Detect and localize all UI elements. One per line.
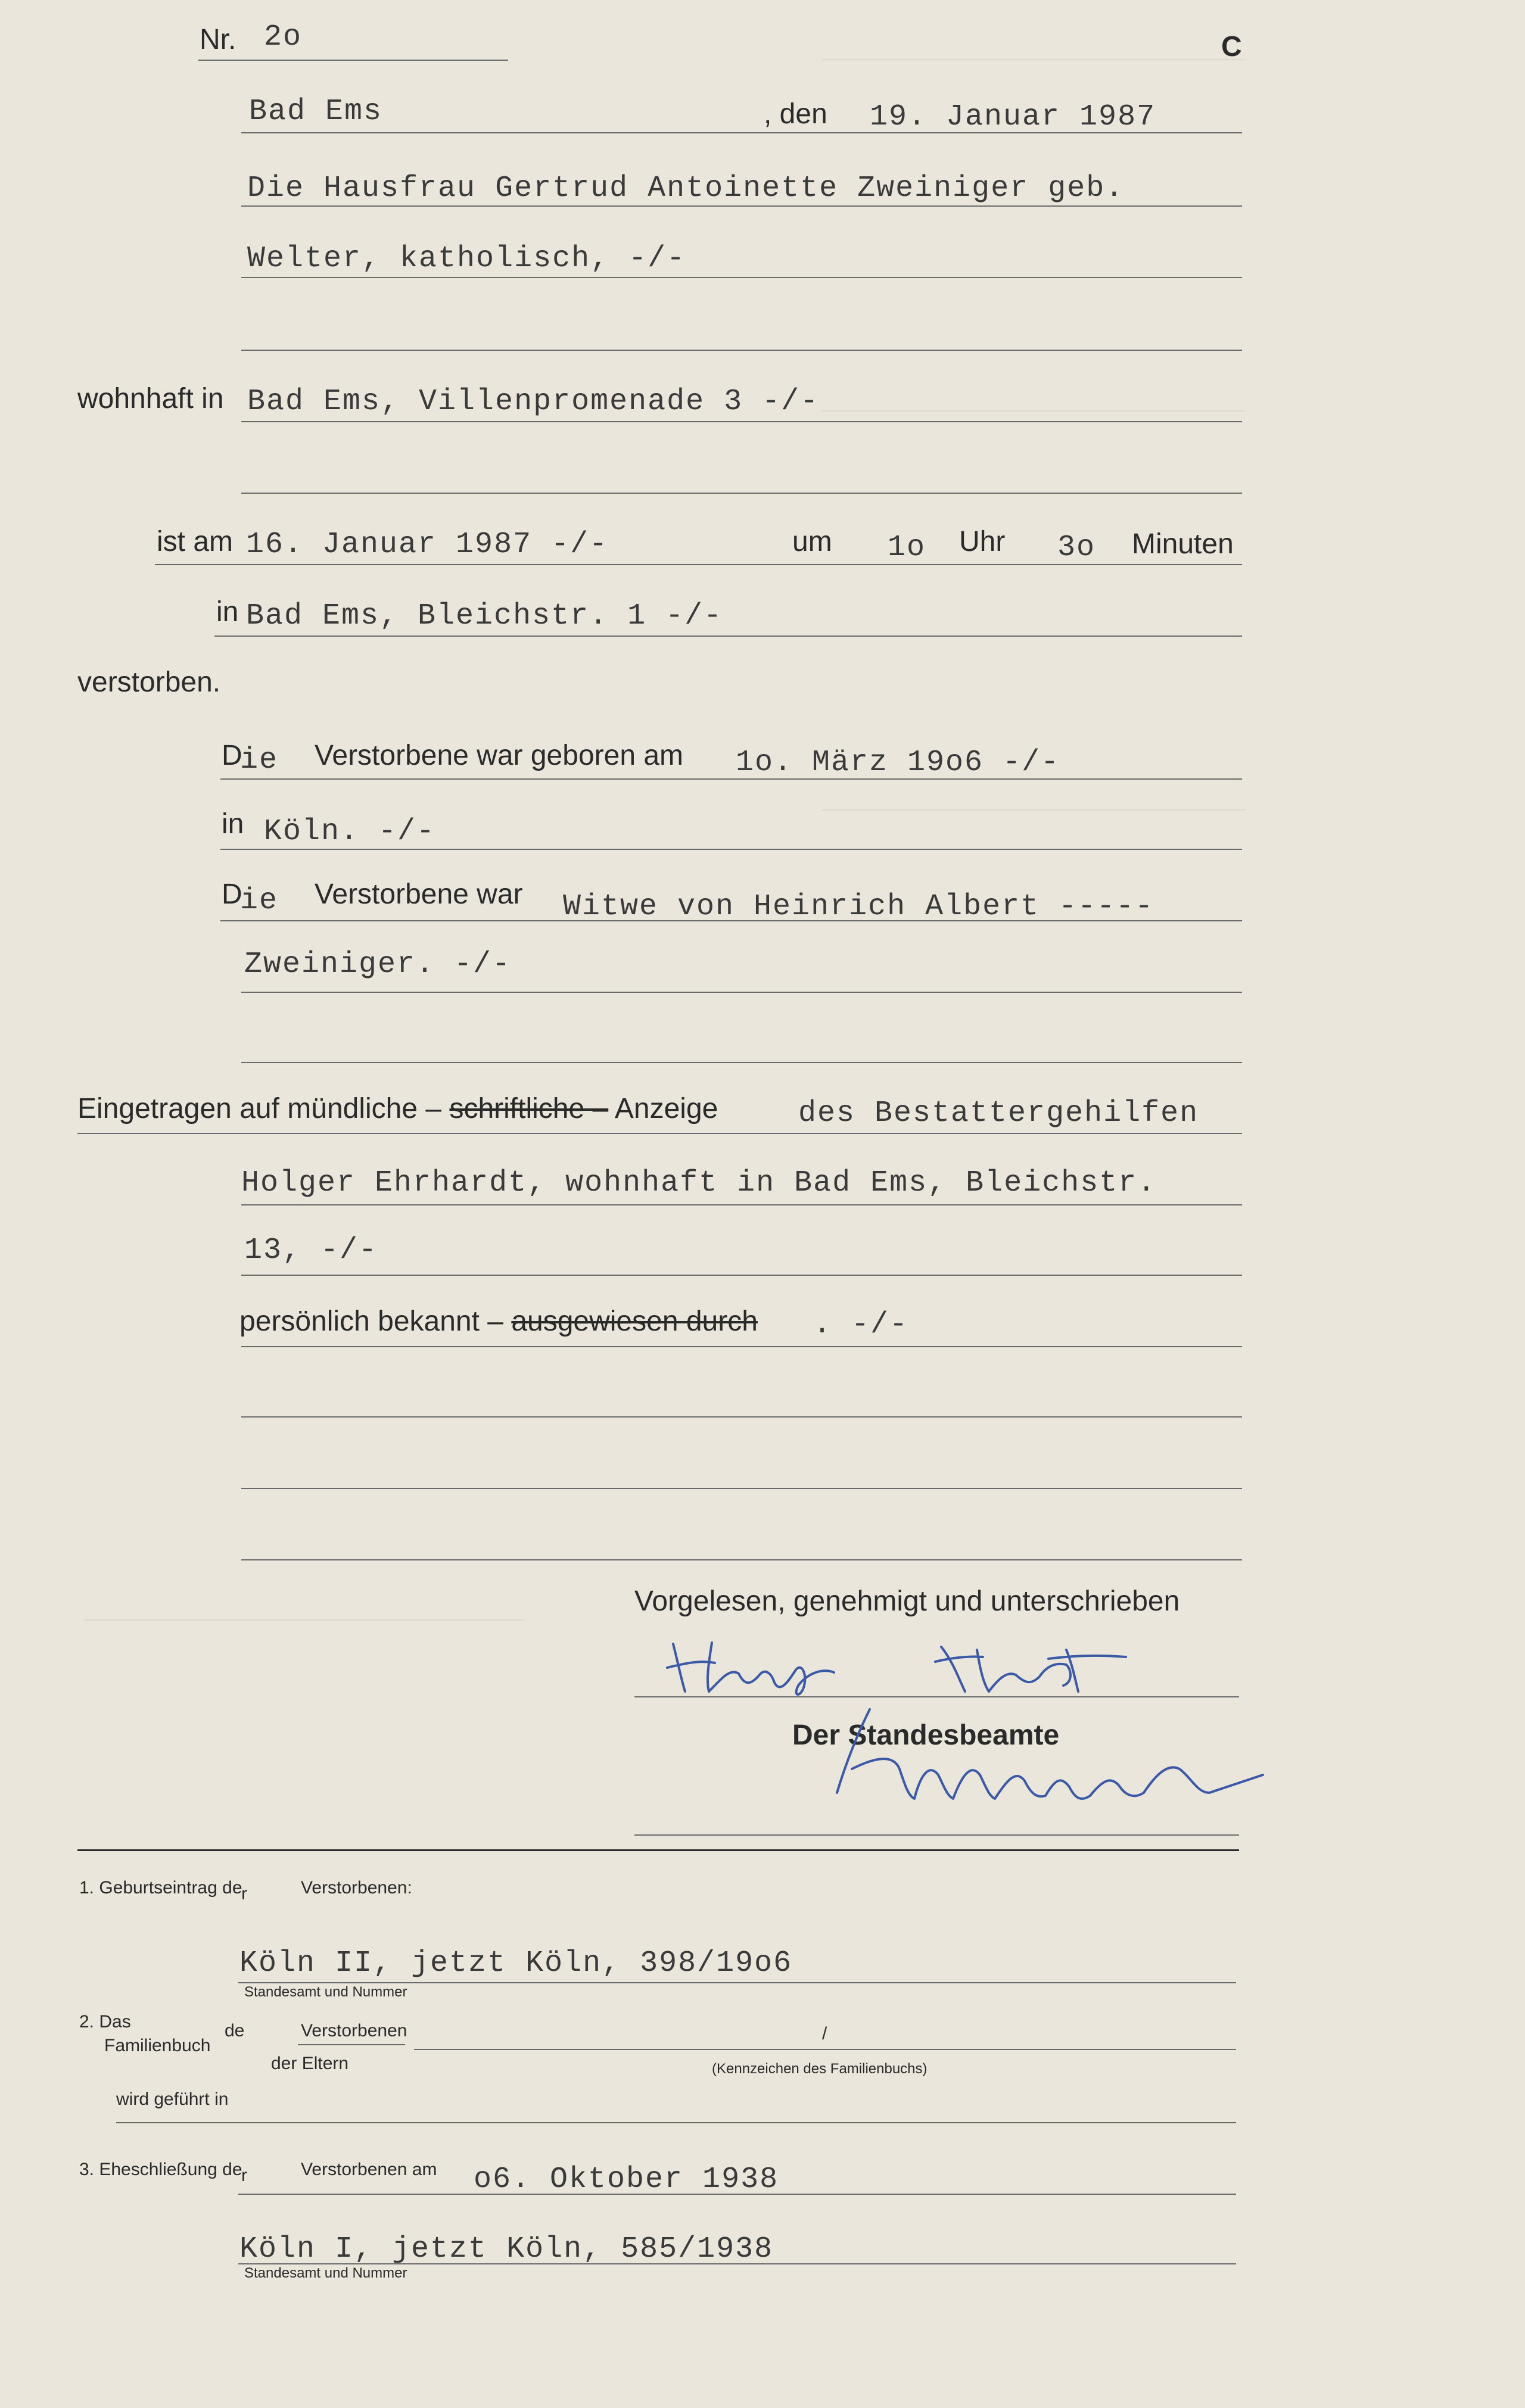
f1-rule — [238, 1982, 1236, 1983]
registration-typed-line3: 13, -/- — [244, 1233, 378, 1267]
place-line — [241, 132, 1242, 133]
f3-date-rule — [238, 2194, 1236, 2195]
registration-rule-3 — [241, 1275, 1242, 1276]
f3-value: Köln I, jetzt Köln, 585/1938 — [239, 2232, 774, 2266]
f2-verst-rule — [298, 2044, 405, 2045]
blank-rule-4 — [241, 1416, 1242, 1418]
uhr-label: Uhr — [959, 526, 1006, 557]
f2-gefuehrt-rule — [116, 2122, 1236, 2123]
f1-label2: Verstorbenen: — [301, 1878, 412, 1898]
f3-rule — [238, 2263, 1236, 2264]
known-label: persönlich bekannt – ausgewiesen durch — [239, 1306, 758, 1337]
status-label: Verstorbene war — [315, 879, 523, 910]
f2-label: Familienbuch — [104, 2036, 211, 2055]
status-line2-rule — [241, 992, 1242, 993]
death-date: 16. Januar 1987 -/- — [246, 528, 609, 562]
date-value: 19. Januar 1987 — [870, 100, 1156, 134]
f3-suffix: r — [241, 2166, 247, 2185]
death-hour: 1o — [888, 531, 926, 565]
verstorben-label: verstorben. — [77, 666, 221, 698]
birth-date: 1o. März 19o6 -/- — [736, 746, 1060, 780]
deceased-line1-rule — [241, 205, 1242, 207]
um-label: um — [792, 526, 832, 557]
death-date-label: ist am — [157, 526, 234, 557]
section-separator — [77, 1849, 1239, 1851]
blank-rule-2 — [241, 493, 1242, 494]
den-label: , den — [764, 98, 827, 130]
nr-value: 2o — [264, 20, 303, 54]
f1-suffix: r — [241, 1884, 247, 1904]
informant-signature — [655, 1626, 1162, 1703]
death-place: Bad Ems, Bleichstr. 1 -/- — [246, 599, 723, 633]
deceased-line2-rule — [241, 277, 1242, 278]
registration-typed-line1: des Bestattergehilfen — [798, 1096, 1199, 1130]
blank-rule-5 — [241, 1488, 1242, 1489]
deceased-line2: Welter, katholisch, -/- — [247, 242, 686, 276]
nr-label: Nr. — [200, 24, 236, 55]
known-rule — [241, 1346, 1242, 1347]
official-signature-rule — [634, 1834, 1239, 1836]
f2-verst: Verstorbenen — [301, 2021, 407, 2041]
registration-typed-line2: Holger Ehrhardt, wohnhaft in Bad Ems, Bleichstr. — [241, 1166, 1157, 1200]
f2-eltern: der Eltern — [271, 2054, 349, 2073]
birth-die-suffix: ie — [240, 743, 279, 777]
f2-caption: (Kennzeichen des Familienbuchs) — [712, 2061, 928, 2077]
residence-label: wohnhaft in — [77, 383, 224, 415]
nr-line — [198, 60, 508, 61]
death-in-label: in — [216, 596, 239, 628]
blank-rule-3 — [241, 1062, 1242, 1063]
status-line2: Zweiniger. -/- — [244, 948, 512, 982]
birth-in-label: in — [222, 808, 244, 840]
deceased-line1: Die Hausfrau Gertrud Antoinette Zweiniger geb. — [247, 172, 1125, 205]
birth-place-rule — [220, 849, 1242, 850]
status-die-suffix: ie — [240, 884, 279, 918]
f2-de: de — [225, 2021, 245, 2041]
death-place-rule — [214, 636, 1242, 637]
blank-rule-1 — [241, 350, 1242, 351]
f2-rule — [414, 2049, 1236, 2050]
residence-rule — [241, 421, 1242, 422]
f3-label2: Verstorbenen am — [301, 2160, 437, 2179]
corner-letter: C — [1221, 31, 1242, 63]
blank-rule-6 — [241, 1559, 1242, 1560]
death-minute: 3o — [1057, 531, 1096, 565]
registration-rule-1 — [77, 1133, 1242, 1134]
birth-date-rule — [220, 778, 1242, 780]
known-typed: . -/- — [813, 1308, 909, 1342]
f3-caption: Standesamt und Nummer — [244, 2265, 407, 2281]
status-line1: Witwe von Heinrich Albert ----- — [563, 890, 1154, 924]
f1-label: 1. Geburtseintrag de — [79, 1878, 242, 1898]
residence-value: Bad Ems, Villenpromenade 3 -/- — [247, 385, 820, 419]
death-date-rule — [155, 564, 1242, 565]
f2-slash: / — [822, 2024, 827, 2043]
birth-place: Köln. -/- — [264, 815, 436, 849]
status-line1-rule — [220, 920, 1242, 921]
birth-die-prefix: D — [222, 740, 242, 771]
f1-caption: Standesamt und Nummer — [244, 1984, 407, 2000]
minuten-label: Minuten — [1132, 528, 1234, 560]
f2-num: 2. Das — [79, 2012, 131, 2032]
registration-rule-2 — [241, 1204, 1242, 1205]
registration-label: Eingetragen auf mündliche – schriftliche – Anzeige — [77, 1093, 718, 1124]
f3-label: 3. Eheschließung de — [79, 2160, 242, 2179]
place-value: Bad Ems — [249, 95, 383, 129]
closing-label: Vorgelesen, genehmigt und unterschrieben — [634, 1585, 1180, 1617]
f1-value: Köln II, jetzt Köln, 398/19o6 — [239, 1946, 793, 1980]
status-die-prefix: D — [222, 879, 242, 910]
official-signature — [810, 1697, 1269, 1834]
f2-gefuehrt: wird geführt in — [116, 2089, 229, 2109]
f3-date: o6. Oktober 1938 — [474, 2163, 779, 2197]
birth-label: Verstorbene war geboren am — [315, 740, 684, 771]
official-title: Der Standesbeamte — [792, 1719, 1060, 1751]
